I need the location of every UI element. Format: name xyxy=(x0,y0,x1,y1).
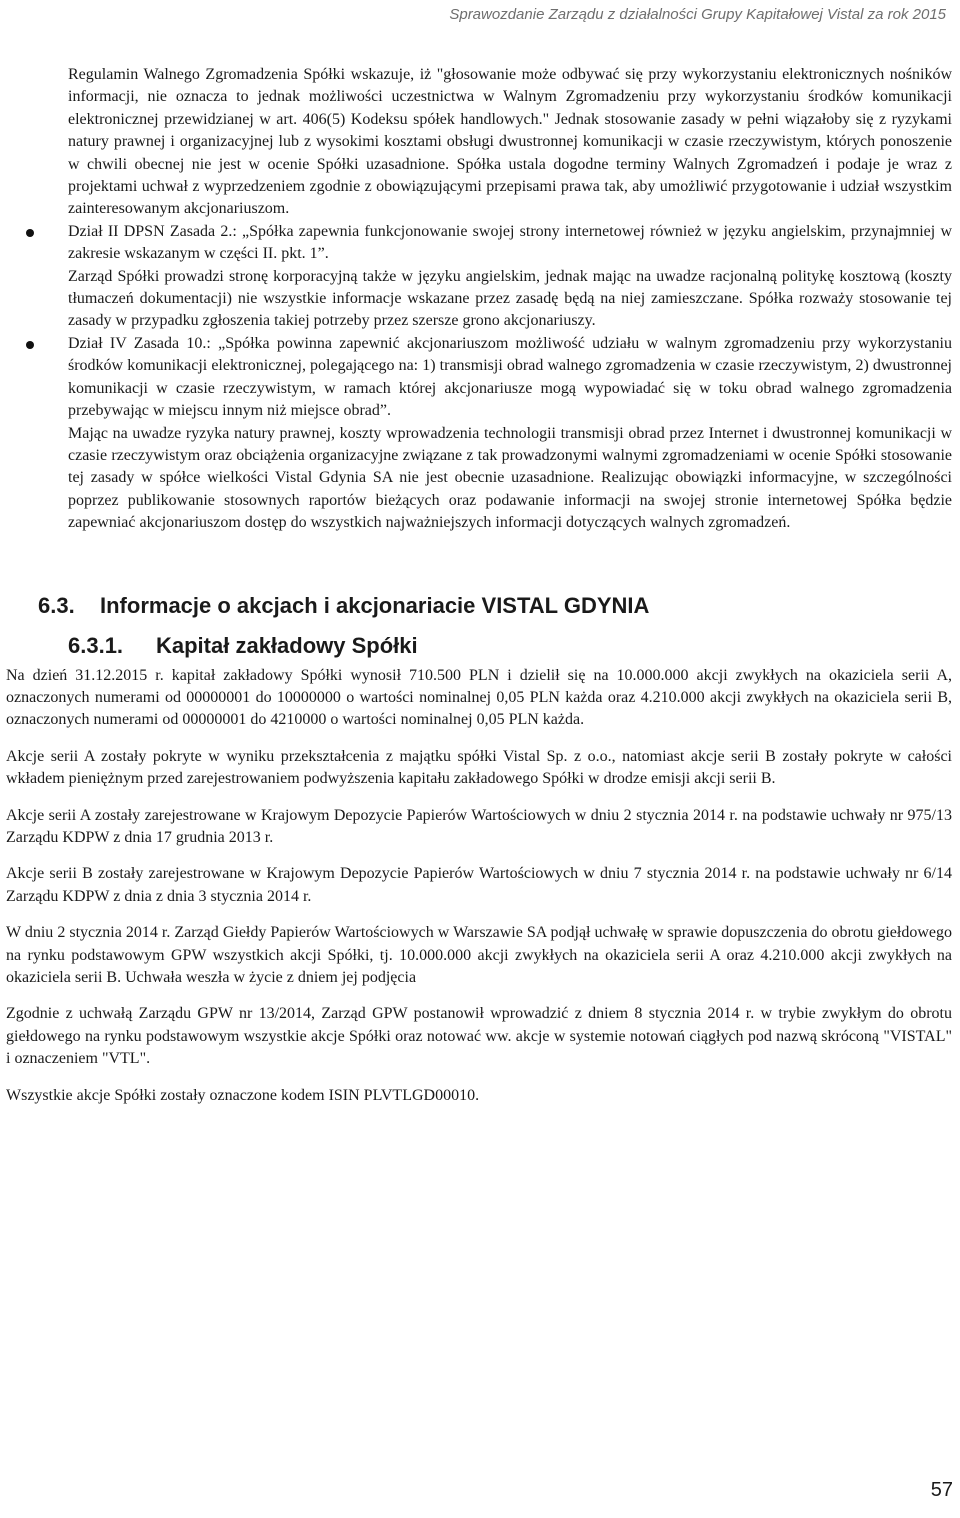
bullet-icon xyxy=(26,341,34,349)
bullet-item xyxy=(68,221,952,266)
page-number: 57 xyxy=(930,1479,953,1501)
trading-paragraph: Zgodnie z uchwałą Zarządu GPW nr 13/2014, Zarząd GPW postanowił wprowadzić z dniem 8 stycznia 2014 r. w trybie zwykłym do obrotu giełdowego na rynku podstawowym wszystkie akcje Spółki oraz notować ww. akcje w systemie notowań ciągłych pod nazwą skróconą "VISTAL" i oznaczeniem "VTL". xyxy=(6,1005,952,1068)
series-a-registration-paragraph: Akcje serii A zostały zarejestrowane w Krajowym Depozycie Papierów Wartościowych w dniu 2 stycznia 2014 r. na podstawie uchwały nr 975/13 Zarządu KDPW z dnia 17 grudnia 2013 r. xyxy=(6,806,952,846)
isin-paragraph: Wszystkie akcje Spółki zostały oznaczone kodem ISIN PLVTLGD00010. xyxy=(6,1086,480,1104)
bullet-icon xyxy=(26,229,34,237)
subsection-number: 6.3.1. xyxy=(68,632,124,658)
capital-paragraph: Na dzień 31.12.2015 r. kapitał zakładowy Spółki wynosił 710.500 PLN i dzielił się na 10.000.000 akcji zwykłych na okaziciela serii A, oznaczonych numerami od 00000001 do 10000000 o wartości nominalnej 0,05 PLN każda oraz 4.210.000 akcji zwykłych na okaziciela serii B, oznaczonych numerami od 00000001 do 4210000 o wartości nominalnej 0,05 PLN każda. xyxy=(6,666,952,729)
bullet-explanation: Mając na uwadze ryzyka natury prawnej, koszty wprowadzenia technologii transmisji obrad przez Internet i dwustronnej komunikacji w czasie rzeczywistym oraz obciążenia organizacyjne związane z tak prowadzonymi walnymi zgromadzeniami w ocenie Spółki stosowanie tej zasady w spółce wielkości Vistal Gdynia SA nie jest obecnie uzasadnione. Realizując obowiązki informacyjne, w szczególności poprzez publikowanie stosownych raportów bieżących oraz podawanie informacji na swojej stronie internetowej Spółka będzie zapewniać akcjonariuszom dostęp do wszystkich najważniejszych informacji dotyczących walnych zgromadzeń. xyxy=(68,424,952,532)
series-b-registration-paragraph: Akcje serii B zostały zarejestrowane w Krajowym Depozycie Papierów Wartościowych w dniu 7 stycznia 2014 r. na podstawie uchwały nr 6/14 Zarządu KDPW z dnia z dnia 3 stycznia 2014 r. xyxy=(6,865,952,905)
intro-paragraph: Regulamin Walnego Zgromadzenia Spółki wskazuje, iż "głosowanie może odbywać się przy wykorzystaniu elektronicznych nośników informacji, nie oznacza to jednak możliwości uczestnictwa w Walnym Zgromadzeniu przy wykorzystaniu środków komunikacji elektronicznej przewidzianej w art. 406(5) Kodeksu spółek handlowych." Jednak stosowanie zasady w pełni wiązałoby się z ryzykami natury prawnej i organizacyjnej lub z wysokimi kosztami obsługi dwustronnej komunikacji w czasie rzeczywistym, których ponoszenie w chwili obecnej nie jest w ocenie Spółki uzasadnione. Spółka ustala dogodne terminy Walnych Zgromadzeń i podaje je wraz z projektami uchwał z wyprzedzeniem zgodnie z obowiązującymi przepisami prawa tak, aby umożliwić przygotowanie i udział wszystkim zainteresowanym akcjonariuszom. xyxy=(68,66,952,218)
section-title: Informacje o akcjach i akcjonariacie VISTAL GDYNIA xyxy=(100,592,650,618)
shares-coverage-paragraph: Akcje serii A zostały pokryte w wyniku przekształcenia z majątku spółki Vistal Sp. z o.o., natomiast akcje serii B zostały pokryte w całości wkładem pieniężnym przed zarejestrowaniem podwyższenia kapitału zakładowego Spółki w drodze emisji akcji serii B. xyxy=(6,747,952,788)
bullet-text: Dział IV Zasada 10.: „Spółka powinna zapewnić akcjonariuszom możliwość udziału w walnym zgromadzeniu przy wykorzystaniu środków komunikacji elektronicznej, polegającego na: 1) transmisji obrad walnego zgromadzenia w czasie rzeczywistym, 2) dwustronnej komunikacji w czasie rzeczywistym, w ramach której akcjonariusze mogą wypowiadać się w toku obrad walnego zgromadzenia przebywając w miejscu innym niż miejsce obrad”. xyxy=(68,334,952,420)
running-header: Sprawozdanie Zarządu z działalności Grupy Kapitałowej Vistal za rok 2015 xyxy=(449,6,946,23)
bullet-item xyxy=(68,333,952,423)
bullet-text: Dział II DPSN Zasada 2.: „Spółka zapewnia funkcjonowanie swojej strony internetowej również w języku angielskim, przynajmniej w zakresie wskazanym w części II. pkt. 1”. xyxy=(68,222,952,263)
bullet-explanation: Zarząd Spółki prowadzi stronę korporacyjną także w języku angielskim, jednak mając na uwadze racjonalną politykę kosztową (koszty tłumaczeń dokumentacji) nie wszystkie informacje wskazane przez zasadę będą na niej zamieszczane. Spółka rozważy stosowanie tej zasady w przypadku zgłoszenia takiej potrzeby przez szersze grono akcjonariuszy. xyxy=(68,267,952,330)
governance-block xyxy=(6,64,952,535)
page-content xyxy=(6,64,952,1107)
section-number: 6.3. xyxy=(38,592,75,618)
admission-paragraph: W dniu 2 stycznia 2014 r. Zarząd Giełdy Papierów Wartościowych w Warszawie SA podjął uchwałę w sprawie dopuszczenia do obrotu giełdowego na rynku podstawowym GPW wszystkich akcji Spółki, tj. 10.000.000 akcji zwykłych na okaziciela serii A oraz 4.210.000 akcji zwykłych na okaziciela serii B. Uchwała weszła w życie z dniem jej podjęcia xyxy=(6,924,952,986)
subsection-title: Kapitał zakładowy Spółki xyxy=(156,632,418,658)
subsection-heading xyxy=(68,631,952,661)
section-heading xyxy=(38,591,952,621)
